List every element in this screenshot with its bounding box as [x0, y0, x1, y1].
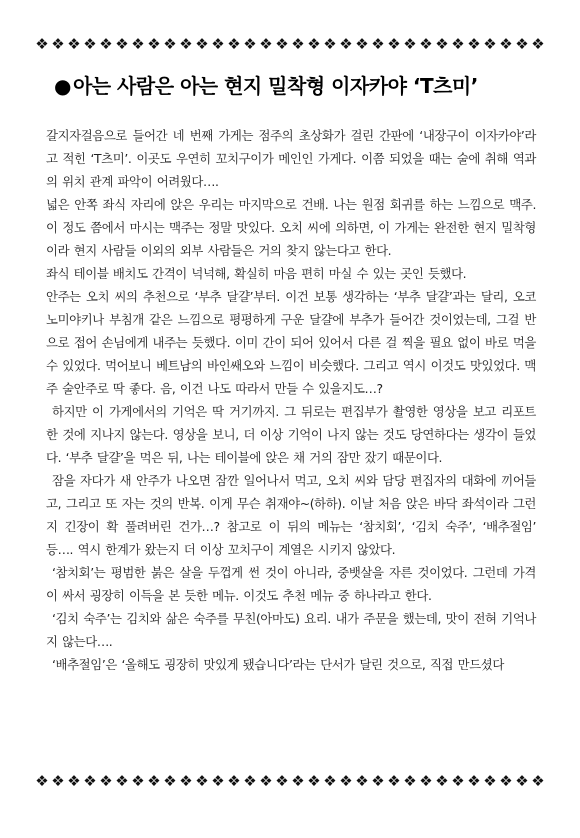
- diamond-ornament-icon: ❖: [99, 35, 113, 53]
- diamond-ornament-icon: ❖: [99, 772, 113, 790]
- diamond-ornament-icon: ❖: [435, 772, 449, 790]
- diamond-ornament-icon: ❖: [291, 35, 305, 53]
- diamond-ornament-icon: ❖: [35, 35, 49, 53]
- diamond-ornament-icon: ❖: [195, 35, 209, 53]
- paragraph: 갈지자걸음으로 들어간 네 번째 가게는 점주의 초상화가 걸린 간판에 ‘내장구이 이자카야’라고 적힌 ‘T츠미’. 이곳도 우연히 꼬치구이가 메인인 가게다. 이쯤 되었을 때는 술에 취해 역과의 위치 관계 파악이 어려웠다….: [46, 128, 536, 189]
- decorative-border-top: [34, 34, 546, 54]
- diamond-ornament-icon: ❖: [163, 772, 177, 790]
- diamond-ornament-icon: ❖: [179, 772, 193, 790]
- diamond-ornament-icon: ❖: [451, 772, 465, 790]
- diamond-ornament-icon: ❖: [195, 772, 209, 790]
- diamond-ornament-icon: ❖: [499, 35, 513, 53]
- diamond-ornament-icon: ❖: [531, 772, 545, 790]
- article-body: [46, 124, 536, 676]
- diamond-ornament-icon: ❖: [435, 35, 449, 53]
- diamond-ornament-icon: ❖: [227, 772, 241, 790]
- diamond-ornament-icon: ❖: [403, 35, 417, 53]
- diamond-ornament-icon: ❖: [67, 772, 81, 790]
- diamond-ornament-icon: ❖: [211, 772, 225, 790]
- paragraph: ‘배추절임’은 ‘올해도 굉장히 맛있게 됐습니다’라는 단서가 달린 것으로, 직접 만드셨다: [52, 657, 504, 672]
- diamond-ornament-icon: ❖: [307, 772, 321, 790]
- paragraph: 잠을 자다가 새 안주가 나오면 잠깐 일어나서 먹고, 오치 씨와 담당 편집자의 대화에 끼어들고, 그리고 또 자는 것의 반복. 이게 무슨 취재야~(하하). 이날 처음 앉은 바닥 좌석이라 그런지 긴장이 확 풀려버린 건가…? 참고로 이 뒤의 메뉴는 ‘참치회’, ‘김치 숙주’, ‘배추절임’ 등…. 역시 한계가 왔는지 더 이상 꼬치구이 계열은 시키지 않았다.: [46, 473, 536, 557]
- diamond-ornament-icon: ❖: [403, 772, 417, 790]
- diamond-ornament-icon: ❖: [275, 35, 289, 53]
- diamond-ornament-icon: ❖: [451, 35, 465, 53]
- diamond-ornament-icon: ❖: [67, 35, 81, 53]
- diamond-ornament-icon: ❖: [179, 35, 193, 53]
- diamond-ornament-icon: ❖: [387, 35, 401, 53]
- diamond-ornament-icon: ❖: [163, 35, 177, 53]
- diamond-ornament-icon: ❖: [499, 772, 513, 790]
- diamond-ornament-icon: ❖: [35, 772, 49, 790]
- diamond-ornament-icon: ❖: [227, 35, 241, 53]
- diamond-ornament-icon: ❖: [339, 772, 353, 790]
- diamond-ornament-icon: ❖: [131, 772, 145, 790]
- diamond-ornament-icon: ❖: [419, 35, 433, 53]
- paragraph: 좌식 테이블 배치도 간격이 넉넉해, 확실히 마음 편히 마실 수 있는 곳인 듯했다.: [46, 266, 467, 281]
- paragraph: 하지만 이 가게에서의 기억은 딱 거기까지. 그 뒤로는 편집부가 촬영한 영상을 보고 리포트한 것에 지나지 않는다. 영상을 보니, 더 이상 기억이 나지 않는 것도 당연하다는 생각이 들었다. ‘부추 달걀’을 먹은 뒤, 나는 테이블에 앉은 채 거의 잠만 잤기 때문이다.: [46, 404, 536, 465]
- diamond-ornament-icon: ❖: [51, 35, 65, 53]
- diamond-ornament-icon: ❖: [147, 772, 161, 790]
- paragraph: 넓은 안쪽 좌식 자리에 앉은 우리는 마지막으로 건배. 나는 원점 회귀를 하는 느낌으로 맥주. 이 정도 쯤에서 마시는 맥주는 정말 맛있다. 오치 씨에 의하면, 이 가게는 완전한 현지 밀착형이라 현지 사람들 이외의 외부 사람들은 거의 찾지 않는다고 한다.: [46, 197, 536, 258]
- diamond-ornament-icon: ❖: [51, 772, 65, 790]
- paragraph: 안주는 오치 씨의 추천으로 ‘부추 달걀’부터. 이건 보통 생각하는 ‘부추 달걀’과는 달리, 오코노미야키나 부침개 같은 느낌으로 평평하게 구운 달걀에 부추가 들어간 것이었는데, 그걸 반으로 접어 손님에게 내주는 듯했다. 이미 간이 되어 있어서 다른 걸 찍을 필요 없이 바로 먹을 수 있었다. 먹어보니 베트남의 바인쌔오와 느낌이 비슷했다. 그리고 역시 이것도 맛있었다. 맥주 술안주로 딱 좋다. 음, 이건 나도 따라서 만들 수 있을지도…?: [46, 289, 536, 396]
- diamond-ornament-icon: ❖: [355, 35, 369, 53]
- diamond-ornament-icon: ❖: [467, 35, 481, 53]
- diamond-ornament-icon: ❖: [387, 772, 401, 790]
- diamond-ornament-icon: ❖: [467, 772, 481, 790]
- diamond-ornament-icon: ❖: [259, 772, 273, 790]
- diamond-ornament-icon: ❖: [275, 772, 289, 790]
- diamond-ornament-icon: ❖: [323, 772, 337, 790]
- article-title-text: 아는 사람은 아는 현지 밀착형 이자카야 ‘T츠미’: [72, 74, 478, 98]
- diamond-ornament-icon: ❖: [131, 35, 145, 53]
- diamond-ornament-icon: ❖: [83, 35, 97, 53]
- diamond-ornament-icon: ❖: [355, 772, 369, 790]
- diamond-ornament-icon: ❖: [419, 772, 433, 790]
- diamond-ornament-icon: ❖: [115, 35, 129, 53]
- diamond-ornament-icon: ❖: [147, 35, 161, 53]
- diamond-ornament-icon: ❖: [371, 772, 385, 790]
- diamond-ornament-icon: ❖: [211, 35, 225, 53]
- article-title: [54, 72, 534, 100]
- bullet-icon: ●: [54, 74, 71, 98]
- diamond-ornament-icon: ❖: [515, 35, 529, 53]
- paragraph: ‘참치회’는 평범한 붉은 살을 두껍게 썬 것이 아니라, 중뱃살을 자른 것이었다. 그런데 가격이 싸서 굉장히 이득을 본 듯한 메뉴. 이것도 추천 메뉴 중 하나라고 한다.: [46, 565, 536, 603]
- diamond-ornament-icon: ❖: [531, 35, 545, 53]
- diamond-ornament-icon: ❖: [515, 772, 529, 790]
- diamond-ornament-icon: ❖: [243, 35, 257, 53]
- diamond-ornament-icon: ❖: [339, 35, 353, 53]
- diamond-ornament-icon: ❖: [243, 772, 257, 790]
- diamond-ornament-icon: ❖: [291, 772, 305, 790]
- paragraph: ‘김치 숙주’는 김치와 삶은 숙주를 무친(아마도) 요리. 내가 주문을 했는데, 맛이 전혀 기억나지 않는다….: [46, 611, 536, 649]
- diamond-ornament-icon: ❖: [483, 772, 497, 790]
- diamond-ornament-icon: ❖: [115, 772, 129, 790]
- decorative-border-bottom: [34, 771, 546, 791]
- diamond-ornament-icon: ❖: [323, 35, 337, 53]
- diamond-ornament-icon: ❖: [83, 772, 97, 790]
- diamond-ornament-icon: ❖: [307, 35, 321, 53]
- diamond-ornament-icon: ❖: [259, 35, 273, 53]
- diamond-ornament-icon: ❖: [371, 35, 385, 53]
- diamond-ornament-icon: ❖: [483, 35, 497, 53]
